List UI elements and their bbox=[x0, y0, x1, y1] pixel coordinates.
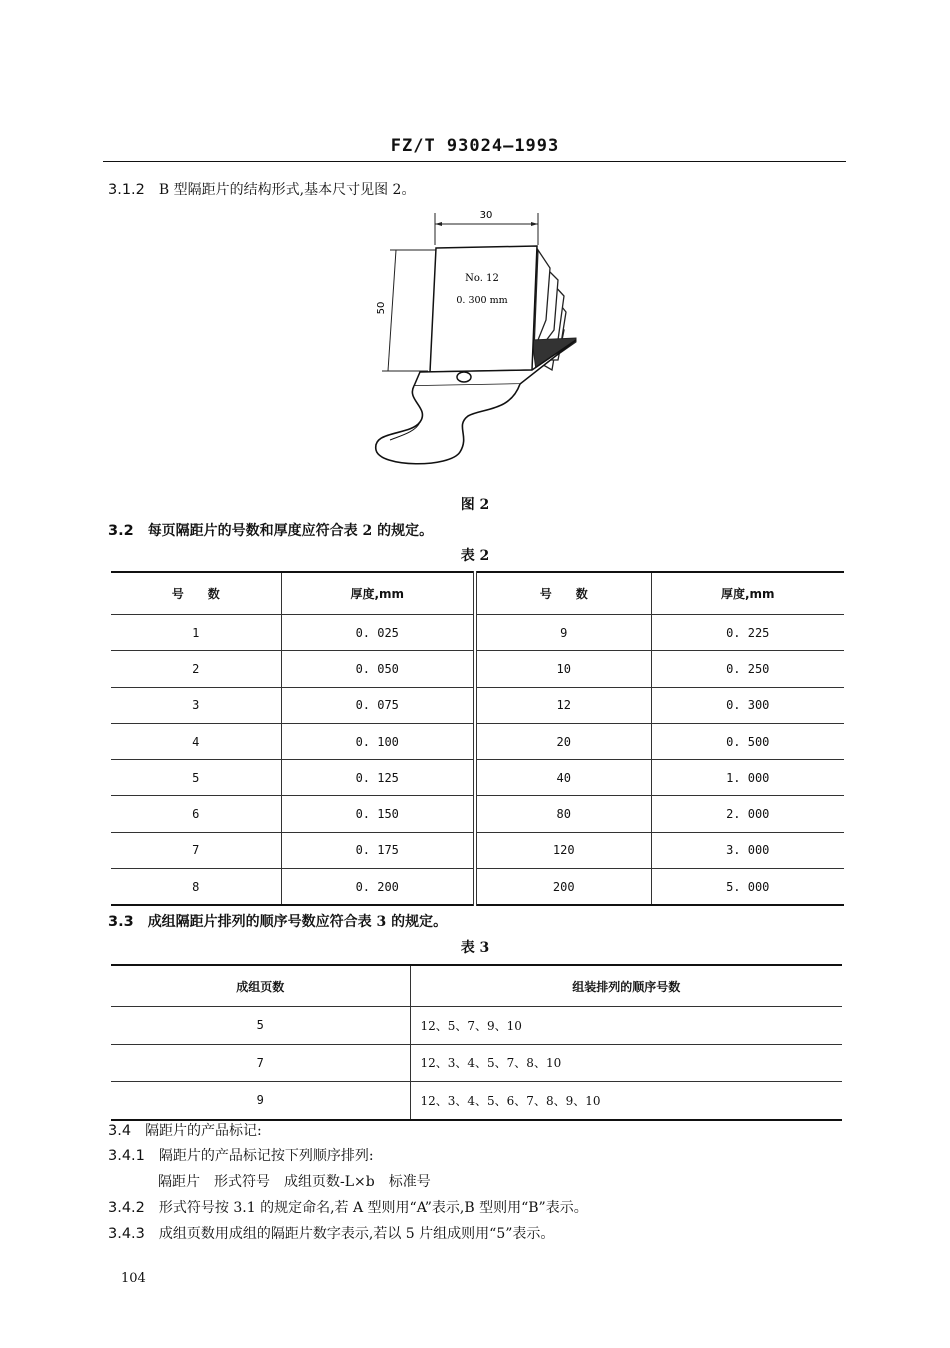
table-cell: 7 bbox=[111, 832, 281, 868]
table-cell: 0. 225 bbox=[651, 615, 844, 651]
clause-text: 每页隔距片的号数和厚度应符合表 2 的规定。 bbox=[147, 523, 434, 539]
table-row bbox=[111, 687, 844, 723]
clause-number: 3.1.2 bbox=[108, 182, 145, 198]
table-cell: 0. 250 bbox=[651, 651, 844, 687]
table-cell: 0. 300 bbox=[651, 687, 844, 723]
table3-caption: 表 3 bbox=[460, 940, 490, 956]
marking-order: 隔距片 形式符号 成组页数-L×b 标准号 bbox=[158, 1174, 431, 1190]
table-cell: 0. 175 bbox=[281, 832, 475, 868]
header-cell: 号 数 bbox=[475, 572, 651, 615]
clause-3-4 bbox=[108, 1120, 262, 1140]
page-number: 104 bbox=[121, 1271, 146, 1286]
table-cell: 9 bbox=[111, 1082, 410, 1120]
table-cell: 0. 050 bbox=[281, 651, 475, 687]
table-cell: 12 bbox=[475, 687, 651, 723]
table-cell: 0. 075 bbox=[281, 687, 475, 723]
clause-number: 3.4.2 bbox=[108, 1200, 145, 1216]
table-cell: 12、3、4、5、7、8、10 bbox=[410, 1044, 842, 1082]
table-cell: 12、3、4、5、6、7、8、9、10 bbox=[410, 1082, 842, 1120]
clause-3-4-3 bbox=[108, 1223, 554, 1243]
table-cell: 5 bbox=[111, 760, 281, 796]
header-cell: 厚度,mm bbox=[281, 572, 475, 615]
clause-3-4-2 bbox=[108, 1197, 588, 1217]
table-cell: 40 bbox=[475, 760, 651, 796]
table-cell: 0. 500 bbox=[651, 723, 844, 759]
clause-3-1-2 bbox=[108, 179, 415, 199]
arrow-left-icon bbox=[435, 222, 442, 226]
clause-number: 3.2 bbox=[108, 523, 134, 539]
table-cell: 5 bbox=[111, 1007, 410, 1045]
handle bbox=[376, 384, 520, 464]
table-header-row bbox=[111, 572, 844, 615]
table-cell: 3 bbox=[111, 687, 281, 723]
spacer-gauge-figure bbox=[360, 200, 590, 475]
table-cell: 200 bbox=[475, 869, 651, 906]
table-cell: 8 bbox=[111, 869, 281, 906]
clause-text: 成组页数用成组的隔距片数字表示,若以 5 片组成则用“5”表示。 bbox=[158, 1226, 555, 1242]
clause-text: 形式符号按 3.1 的规定命名,若 A 型则用“A”表示,B 型则用“B”表示。 bbox=[158, 1200, 588, 1216]
table2-caption: 表 2 bbox=[460, 548, 490, 564]
table-row bbox=[111, 615, 844, 651]
clause-text: 隔距片的产品标记: bbox=[145, 1123, 262, 1139]
table-cell: 1 bbox=[111, 615, 281, 651]
table-cell: 4 bbox=[111, 723, 281, 759]
rivet-icon bbox=[457, 372, 471, 382]
table-row bbox=[111, 651, 844, 687]
clause-text: B 型隔距片的结构形式,基本尺寸见图 2。 bbox=[158, 182, 416, 198]
table-cell: 12、5、7、9、10 bbox=[410, 1007, 842, 1045]
clause-text: 隔距片的产品标记按下列顺序排列: bbox=[158, 1148, 374, 1164]
table-cell: 5. 000 bbox=[651, 869, 844, 906]
clause-number: 3.4.3 bbox=[108, 1226, 145, 1242]
table-cell: 9 bbox=[475, 615, 651, 651]
header-rule bbox=[103, 161, 846, 162]
table-cell: 0. 150 bbox=[281, 796, 475, 832]
table-row bbox=[111, 760, 844, 796]
table-cell: 7 bbox=[111, 1044, 410, 1082]
table-row bbox=[111, 796, 844, 832]
arrangement-table bbox=[111, 964, 842, 1121]
table-cell: 0. 025 bbox=[281, 615, 475, 651]
table-cell: 6 bbox=[111, 796, 281, 832]
standard-number: FZ/T 93024—1993 bbox=[390, 136, 560, 156]
front-leaf bbox=[430, 246, 537, 372]
clause-text: 成组隔距片排列的顺序号数应符合表 3 的规定。 bbox=[147, 914, 448, 930]
header-cell: 号 数 bbox=[111, 572, 281, 615]
header-cell: 成组页数 bbox=[111, 965, 410, 1007]
table-cell: 3. 000 bbox=[651, 832, 844, 868]
table-cell: 1. 000 bbox=[651, 760, 844, 796]
table-row bbox=[111, 723, 844, 759]
table-row bbox=[111, 1044, 842, 1082]
table-cell: 0. 100 bbox=[281, 723, 475, 759]
clause-number: 3.3 bbox=[108, 914, 134, 930]
dim-line-height bbox=[388, 250, 396, 371]
clause-number: 3.4 bbox=[108, 1123, 132, 1139]
table-row bbox=[111, 869, 844, 906]
table-cell: 2. 000 bbox=[651, 796, 844, 832]
clause-3-3 bbox=[108, 911, 447, 931]
table-row bbox=[111, 832, 844, 868]
table-cell: 20 bbox=[475, 723, 651, 759]
table-cell: 2 bbox=[111, 651, 281, 687]
dim-height-label: 50 bbox=[376, 301, 387, 315]
clause-number: 3.4.1 bbox=[108, 1148, 145, 1164]
arrow-right-icon bbox=[531, 222, 538, 226]
table-cell: 120 bbox=[475, 832, 651, 868]
clause-3-4-1 bbox=[108, 1145, 374, 1165]
table-cell: 0. 200 bbox=[281, 869, 475, 906]
table-row bbox=[111, 1007, 842, 1045]
clause-3-2 bbox=[108, 520, 433, 540]
table-row bbox=[111, 1082, 842, 1120]
table-header-row bbox=[111, 965, 842, 1007]
leaf-number-label: No. 12 bbox=[465, 273, 499, 284]
leaf-thickness-label: 0. 300 mm bbox=[456, 295, 508, 306]
header-cell: 组装排列的顺序号数 bbox=[410, 965, 842, 1007]
figure-caption: 图 2 bbox=[460, 497, 490, 513]
table-cell: 10 bbox=[475, 651, 651, 687]
dim-width-label: 30 bbox=[479, 210, 493, 221]
thickness-table bbox=[111, 571, 844, 906]
table-cell: 0. 125 bbox=[281, 760, 475, 796]
header-cell: 厚度,mm bbox=[651, 572, 844, 615]
table-cell: 80 bbox=[475, 796, 651, 832]
